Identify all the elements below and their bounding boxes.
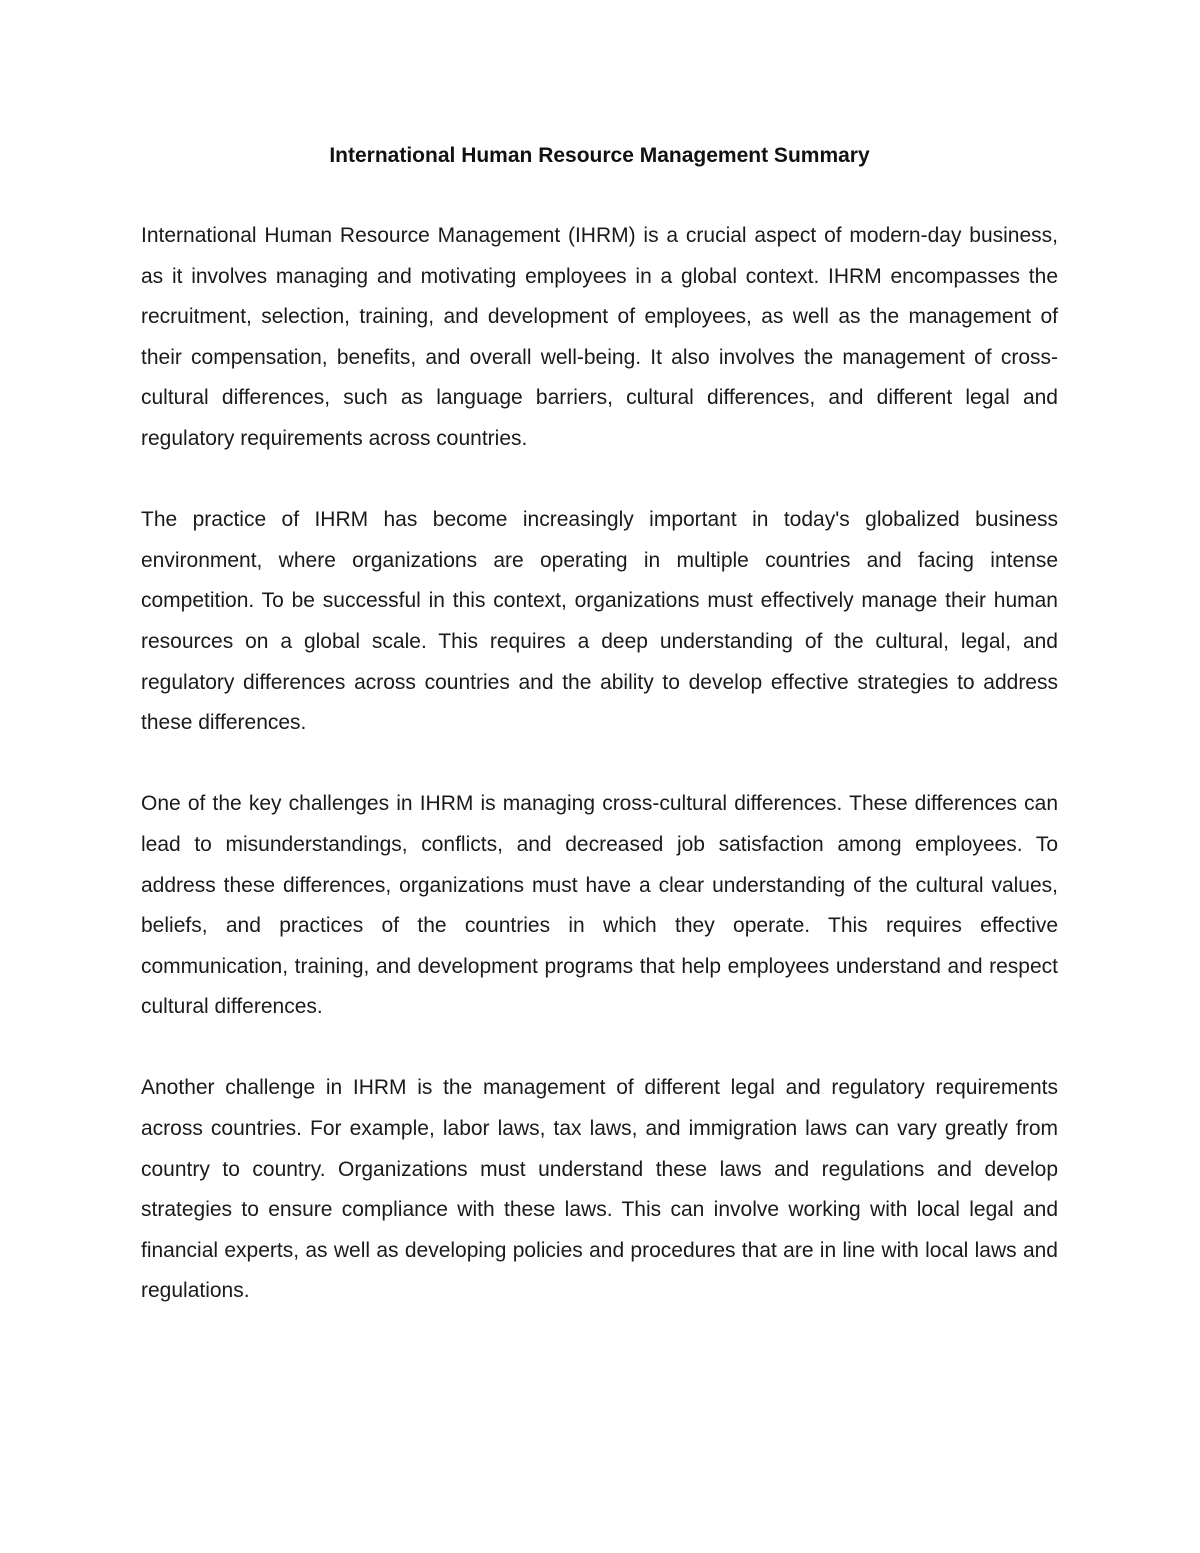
paragraph-cross-cultural-challenges: One of the key challenges in IHRM is managing cross-cultural differences. These differences can lead to misunderstandings, conflicts, and decreased job satisfaction among employees. To address these differences, organizations must have a clear understanding of the cultural values, beliefs, and practices of the countries in which they operate. This requires effective communication, training, and development programs that help employees understand and respect cultural differences. [141,792,1058,1019]
paragraph-introduction: International Human Resource Management (IHRM) is a crucial aspect of modern-day business, as it involves managing and motivating employees in a global context. IHRM encompasses the recruitment, selection, training, and development of employees, as well as the management of their compensation, benefits, and overall well-being. It also involves the management of cross-cultural differences, such as language barriers, cultural differences, and different legal and regulatory requirements across countries. [141,224,1058,450]
paragraph-legal-regulatory-challenges: Another challenge in IHRM is the management of different legal and regulatory requirements across countries. For example, labor laws, tax laws, and immigration laws can vary greatly from country to country. Organizations must understand these laws and regulations and develop strategies to ensure compliance with these laws. This can involve working with local legal and financial experts, as well as developing policies and procedures that are in line with local laws and regulations. [141,1076,1058,1303]
document-title: International Human Resource Management Summary [329,144,870,167]
document-body [141,138,1058,1312]
paragraph-importance: The practice of IHRM has become increasingly important in today's globalized business environment, where organizations are operating in multiple countries and facing intense competition. To be successful in this context, organizations must effectively manage their human resources on a global scale. This requires a deep understanding of the cultural, legal, and regulatory differences across countries and the ability to develop effective strategies to address these differences. [141,508,1058,735]
